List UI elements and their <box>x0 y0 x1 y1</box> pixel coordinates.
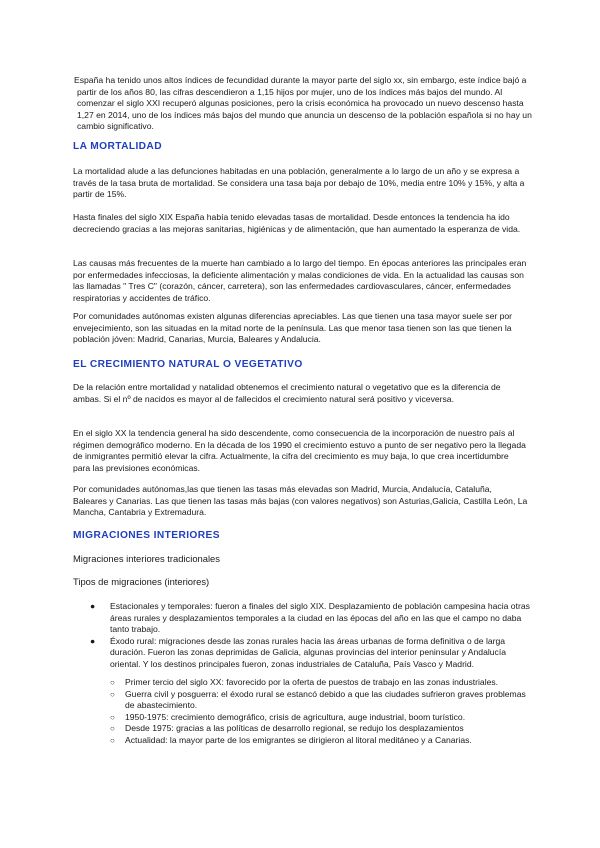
hollow-bullet-icon: ○ <box>110 678 115 687</box>
hollow-bullet-icon: ○ <box>110 689 115 699</box>
exodo-periods-list <box>90 677 530 747</box>
sublist-item-text: Primer tercio del siglo XX: favorecido por la oferta de puestos de trabajo en las zonas industriales. <box>125 677 499 687</box>
sublist-item <box>90 735 530 747</box>
sublist-item-text: Desde 1975: gracias a las políticas de desarrollo regional, se redujo los desplazamientos <box>125 723 464 734</box>
sublist-item <box>90 689 530 712</box>
list-item <box>90 601 530 636</box>
list-item-text: Estacionales y temporales: fueron a finales del siglo XIX. Desplazamiento de población campesina hacia otras áreas rurales y desplazamientos temporales a la ciudad en las épocas del año en las que el campo no daba tanto trabajo. <box>110 601 530 635</box>
heading-crecimiento: EL CRECIMIENTO NATURAL O VEGETATIVO <box>73 359 303 370</box>
sublist-item <box>90 712 530 724</box>
mortalidad-paragraph-4: Por comunidades autónomas existen algunas diferencias apreciables. Las que tienen una tasa mayor suele ser por envejecimiento, son las situadas en la mitad norte de la península. Las que menor tasa tienen son las que tienen la población jóven: Madrid, Canarias, Murcia, Baleares y Andalucia. <box>73 311 513 345</box>
list-item <box>90 636 530 671</box>
crecimiento-paragraph-2: En el siglo XX la tendencia general ha sido descendente, como consecuencia de la incorporación de nuestro país al régimen demográfico moderno. En la década de los 1990 el crecimiento estuvo a punto de ser negativo pero la llegada de inmigrantes permitió elevar la cifra. Actualmente, la cifra del crecimiento es muy baja, lo que crea incertidumbre para las previsiones económicas. <box>73 428 526 473</box>
heading-migraciones: MIGRACIONES INTERIORES <box>73 530 220 541</box>
list-item-text: Éxodo rural: migraciones desde las zonas rurales hacia las áreas urbanas de forma definitiva o de larga duración. Fueron las zonas deprimidas de Galicia, algunas provincias del interior peninsular y Andalucía oriental. Y los destinos principales fueron, zonas industriales de Cataluña, País Vasco y Madrid. <box>110 635 507 669</box>
crecimiento-paragraph-3: Por comunidades autónomas,las que tienen las tasas más elevadas son Madrid, Murcia, Andalucía, Cataluña, Baleares y Canarias. Las que tienen las tasas más bajas (con valores negativos) son Asturias,Galicia, Castilla León, La Mancha, Cantabria y Extremadura. <box>73 484 528 518</box>
migraciones-subtitle-1: Migraciones interiores tradicionales <box>73 553 220 564</box>
hollow-bullet-icon: ○ <box>110 724 115 734</box>
sublist-item <box>90 677 530 689</box>
exodo-rural-sublist <box>90 677 530 747</box>
migraciones-subtitle-2: Tipos de migraciones (interiores) <box>73 576 210 587</box>
hollow-bullet-icon: ○ <box>110 735 115 745</box>
mortalidad-paragraph-1: La mortalidad alude a las defunciones habitadas en una población, generalmente a lo largo de un año y se expresa a través de la tasa bruta de mortalidad. Se considera una tasa baja por debajo de 10%, media entre 10% y 15%, y alta a partir de 15%. <box>73 166 525 200</box>
sublist-item <box>90 723 530 735</box>
sublist-item-text: Guerra civil y posguerra: el éxodo rural se estancó debido a que las ciudades sufrieron graves problemas de abastecimiento. <box>125 688 526 711</box>
bullet-icon: ● <box>90 635 96 646</box>
sublist-item-text: 1950-1975: crecimiento demográfico, crisis de agricultura, auge industrial, boom turístico. <box>125 711 466 722</box>
mortalidad-paragraph-2: Hasta finales del siglo XIX España había tenido elevadas tasas de mortalidad. Desde entonces la tendencia ha ido decreciendo gracias a las mejoras sanitarias, higiénicas y de alimentación, que han aumentado la esperanza de vida. <box>73 212 521 234</box>
sublist-item-text: Actualidad: la mayor parte de los emigrantes se dirigieron al litoral meditáneo y a Canarias. <box>125 734 472 745</box>
mortalidad-paragraph-3: Las causas más frecuentes de la muerte han cambiado a lo largo del tiempo. En épocas anteriores las principales eran por enfermedades infecciosas, la deficiente alimentación y malas condiciones de vida. En la actualidad las causas son las llamadas " Tres C" (corazón, cáncer, carretera), son las enfermedades cardiovasculares, cáncer, enfermedades respiratorias y accidentes de tráfico. <box>73 258 527 303</box>
heading-mortalidad: LA MORTALIDAD <box>73 141 162 152</box>
migration-types-list <box>90 601 530 671</box>
sublist-container <box>90 677 530 747</box>
bullet-icon: ● <box>90 601 96 611</box>
hollow-bullet-icon: ○ <box>110 712 115 722</box>
intro-paragraph: España ha tenido unos altos índices de fecundidad durante la mayor parte del siglo xx, sin embargo, este índice bajó a partir de los años 80, las cifras descendieron a 1,15 hijos por mujer, uno de los índices más bajos del mundo. Al comenzar el siglo XXI recuperó algunas posiciones, pero la crisis económica ha provocado un nuevo descenso hasta 1,27 en 2014, uno de los índices más bajos del mundo que anuncia un descenso de la población española si no hay un cambio significativo. <box>74 75 532 132</box>
crecimiento-paragraph-1: De la relación entre mortalidad y natalidad obtenemos el crecimiento natural o vegetativo que es la diferencia de ambas. Si el nº de nacidos es mayor al de fallecidos el crecimiento natural será positivo y viceversa. <box>73 382 501 404</box>
